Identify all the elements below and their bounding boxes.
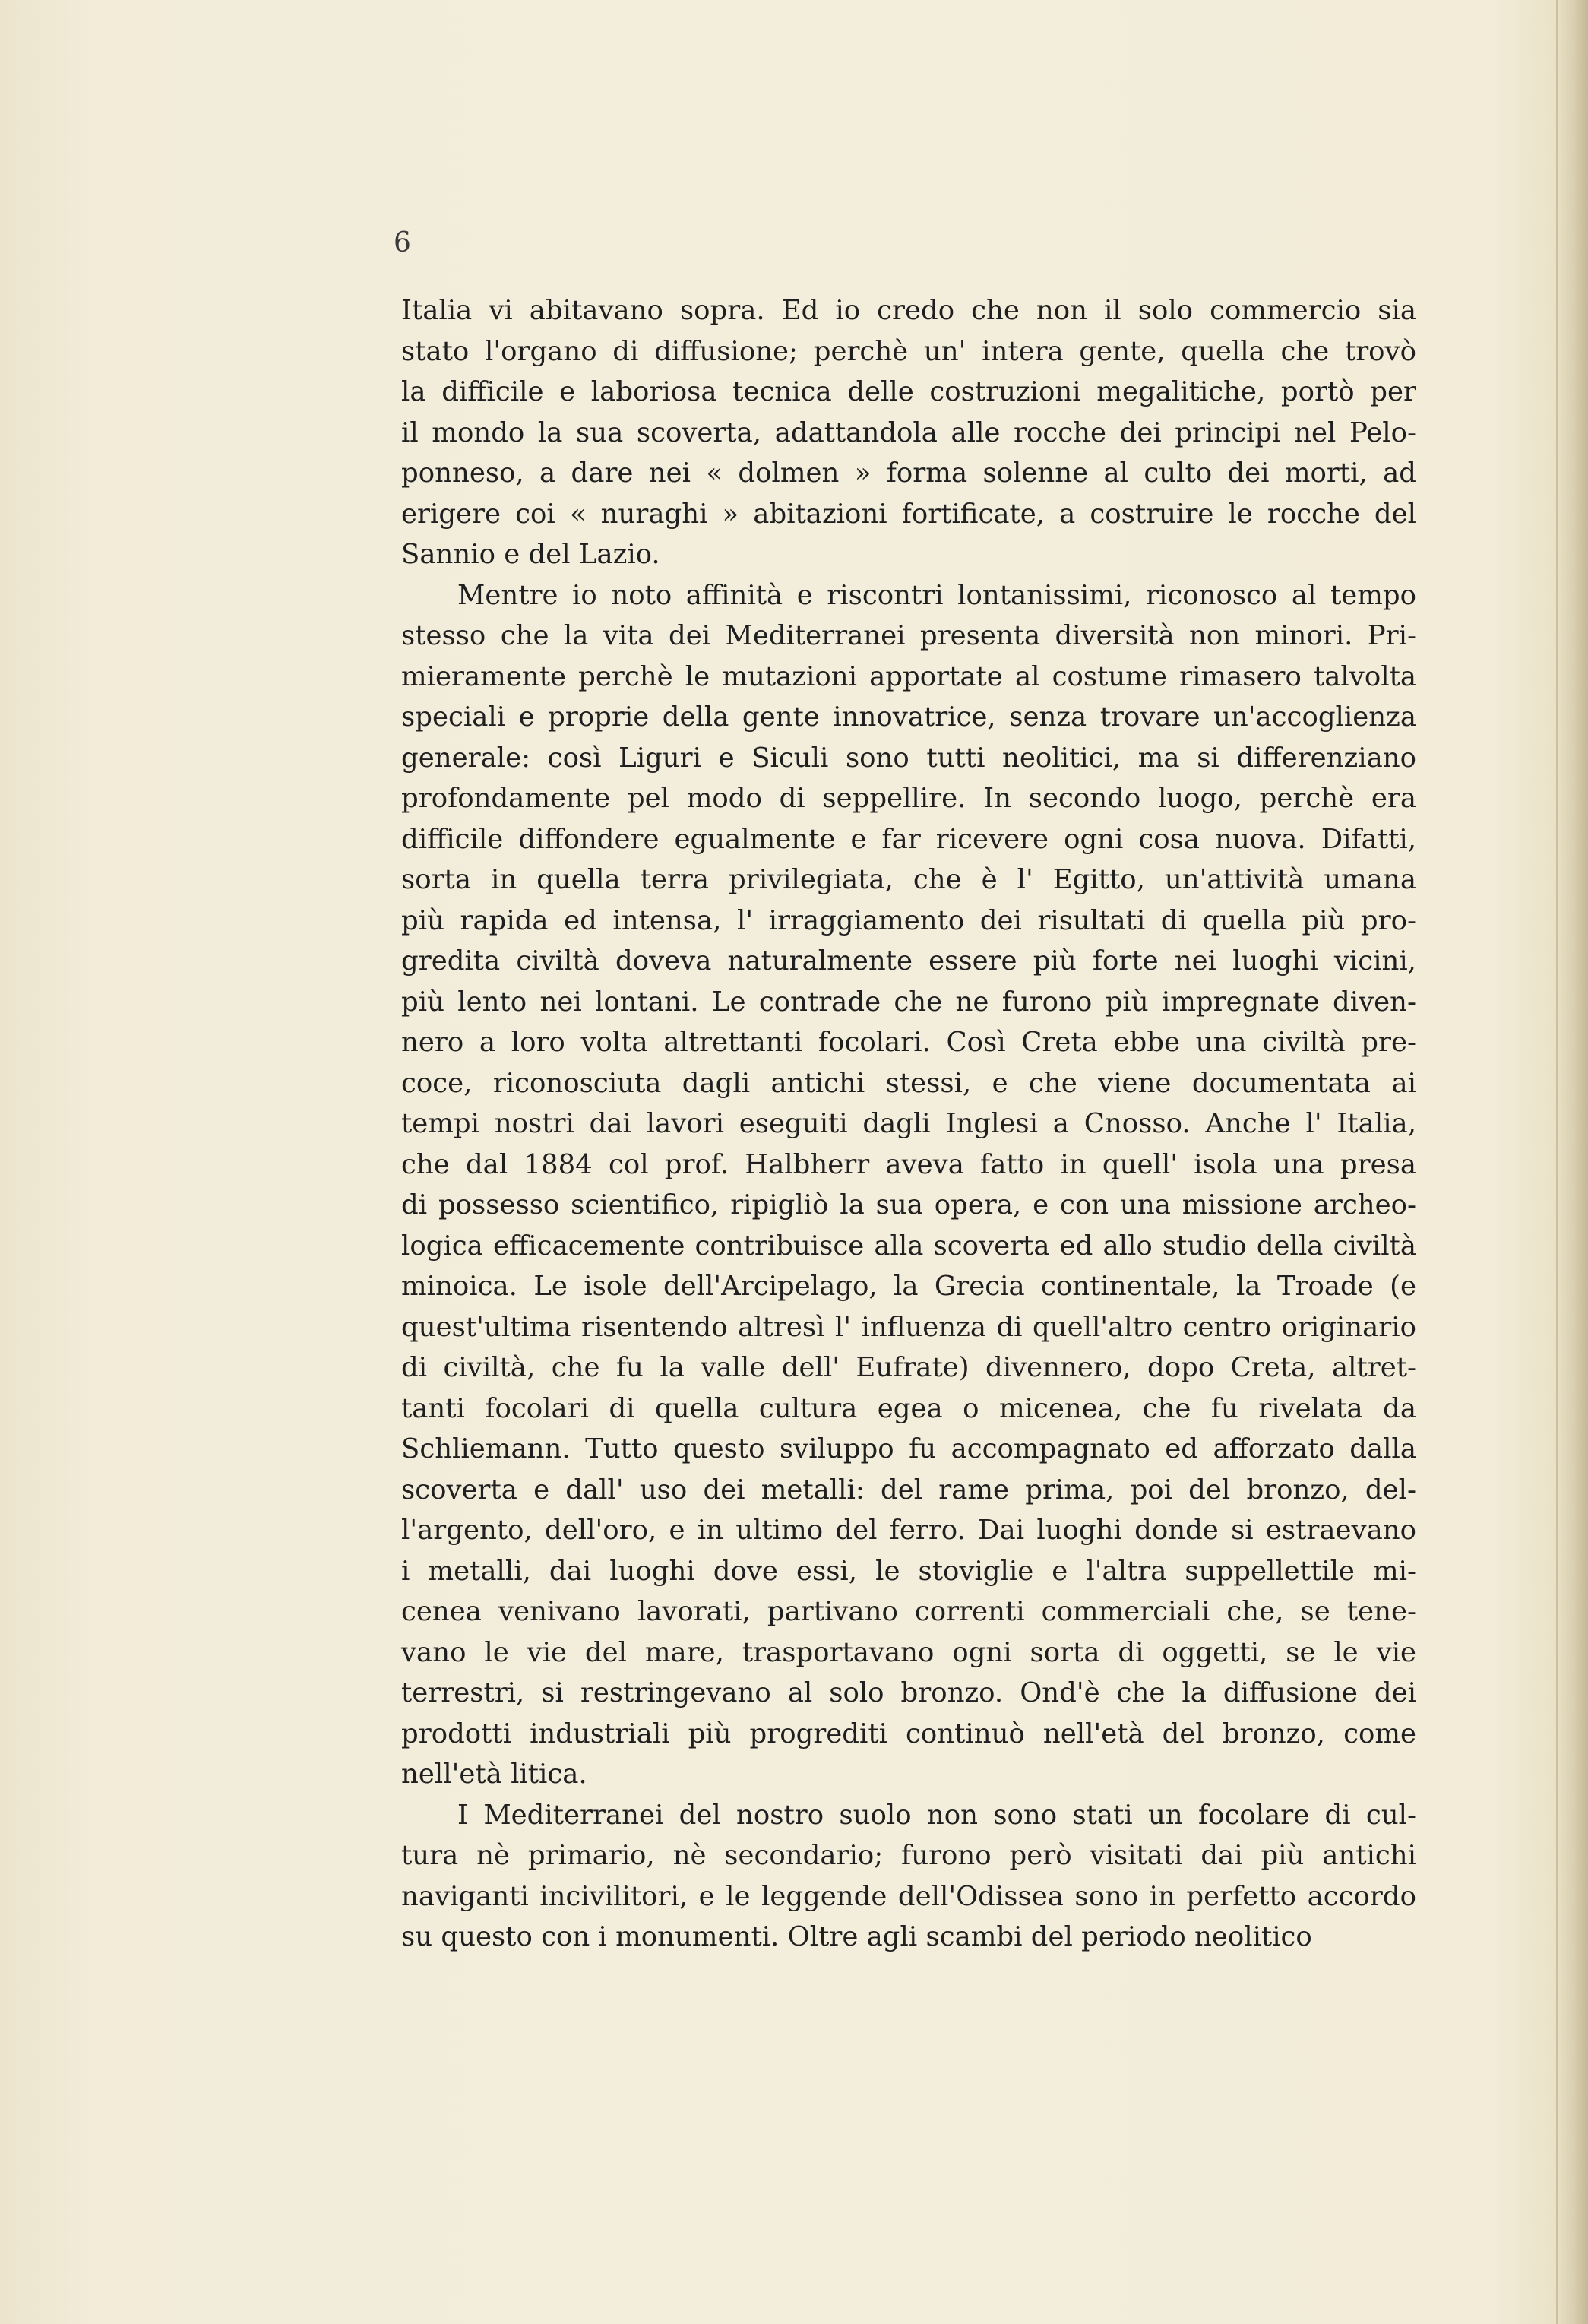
text-line: Sannio e del Lazio.	[401, 539, 660, 570]
text-line: profondamente pel modo di seppellire. In secondo luogo, perchè era	[401, 783, 1416, 814]
text-line: di possesso scientifico, ripigliò la sua opera, e con una missione archeo-	[401, 1189, 1416, 1221]
text-line: stesso che la vita dei Mediterranei presenta diversità non minori. Pri-	[401, 620, 1416, 651]
text-line: gredita civiltà doveva naturalmente essere più forte nei luoghi vicini,	[401, 945, 1416, 977]
text-line: generale: così Liguri e Siculi sono tutti neolitici, ma si differenziano	[401, 742, 1416, 774]
text-line: speciali e proprie della gente innovatrice, senza trovare un'accoglienza	[401, 701, 1416, 733]
text-line: che dal 1884 col prof. Halbherr aveva fatto in quell' isola una presa	[401, 1148, 1416, 1180]
text-line: stato l'organo di diffusione; perchè un' intera gente, quella che trovò	[401, 335, 1416, 367]
paragraph	[401, 575, 1416, 1795]
paragraph	[401, 1795, 1416, 1958]
text-line: sorta in quella terra privilegiata, che è l' Egitto, un'attività umana	[401, 864, 1416, 895]
text-line: terrestri, si restringevano al solo bronzo. Ond'è che la diffusione dei	[401, 1677, 1416, 1708]
text-line: i metalli, dai luoghi dove essi, le stoviglie e l'altra suppellettile mi-	[401, 1555, 1416, 1587]
text-line: scoverta e dall' uso dei metalli: del rame prima, poi del bronzo, del-	[401, 1474, 1416, 1506]
text-line: ponneso, a dare nei « dolmen » forma solenne al culto dei morti, ad	[401, 458, 1416, 489]
paragraph	[401, 290, 1416, 575]
text-line: tura nè primario, nè secondario; furono però visitati dai più antichi	[401, 1840, 1416, 1871]
text-line: il mondo la sua scoverta, adattandola alle rocche dei principi nel Pelo-	[401, 416, 1416, 448]
text-line: tempi nostri dai lavori eseguiti dagli Inglesi a Cnosso. Anche l' Italia,	[401, 1108, 1416, 1139]
text-line: Schliemann. Tutto questo sviluppo fu accompagnato ed afforzato dalla	[401, 1433, 1416, 1464]
text-line: minoica. Le isole dell'Arcipelago, la Grecia continentale, la Troade (e	[401, 1271, 1416, 1302]
text-line: prodotti industriali più progrediti continuò nell'età del bronzo, come	[401, 1718, 1416, 1749]
page-edge-shadow	[1555, 0, 1588, 2324]
text-line: Mentre io noto affinità e riscontri lontanissimi, riconosco al tempo	[457, 579, 1416, 611]
text-line: di civiltà, che fu la valle dell' Eufrate) divennero, dopo Creta, altret-	[401, 1352, 1416, 1383]
text-line: logica efficacemente contribuisce alla scoverta ed allo studio della civiltà	[401, 1230, 1416, 1262]
text-line: più rapida ed intensa, l' irraggiamento dei risultati di quella più pro-	[401, 904, 1416, 936]
text-line: difficile diffondere egualmente e far ricevere ogni cosa nuova. Difatti,	[401, 823, 1416, 855]
text-line: nell'età litica.	[401, 1759, 587, 1790]
text-line: tanti focolari di quella cultura egea o micenea, che fu rivelata da	[401, 1392, 1416, 1424]
text-line: cenea venivano lavorati, partivano correnti commerciali che, se tene-	[401, 1596, 1416, 1627]
text-line: I Mediterranei del nostro suolo non sono stati un focolare di cul-	[457, 1799, 1416, 1831]
text-line: la difficile e laboriosa tecnica delle costruzioni megalitiche, portò per	[401, 376, 1416, 407]
text-line: nero a loro volta altrettanti focolari. Così Creta ebbe una civiltà pre-	[401, 1027, 1416, 1058]
text-line: più lento nei lontani. Le contrade che ne furono più impregnate diven-	[401, 986, 1416, 1018]
text-line: Italia vi abitavano sopra. Ed io credo che non il solo commercio sia	[401, 295, 1416, 326]
text-line: coce, riconosciuta dagli antichi stessi, e che viene documentata ai	[401, 1067, 1416, 1099]
text-line: quest'ultima risentendo altresì l' influenza di quell'altro centro originario	[401, 1311, 1416, 1343]
text-line: l'argento, dell'oro, e in ultimo del ferro. Dai luoghi donde si estraevano	[401, 1515, 1416, 1546]
text-line: mieramente perchè le mutazioni apportate al costume rimasero talvolta	[401, 660, 1416, 692]
page-number: 6	[394, 227, 411, 258]
text-line: naviganti incivilitori, e le leggende dell'Odissea sono in perfetto accordo	[401, 1880, 1416, 1912]
text-line: su questo con i monumenti. Oltre agli scambi del periodo neolitico	[401, 1921, 1312, 1952]
text-line: erigere coi « nuraghi » abitazioni fortificate, a costruire le rocche del	[401, 498, 1416, 530]
text-line: vano le vie del mare, trasportavano ogni sorta di oggetti, se le vie	[401, 1636, 1416, 1668]
body-text	[401, 290, 1416, 1958]
